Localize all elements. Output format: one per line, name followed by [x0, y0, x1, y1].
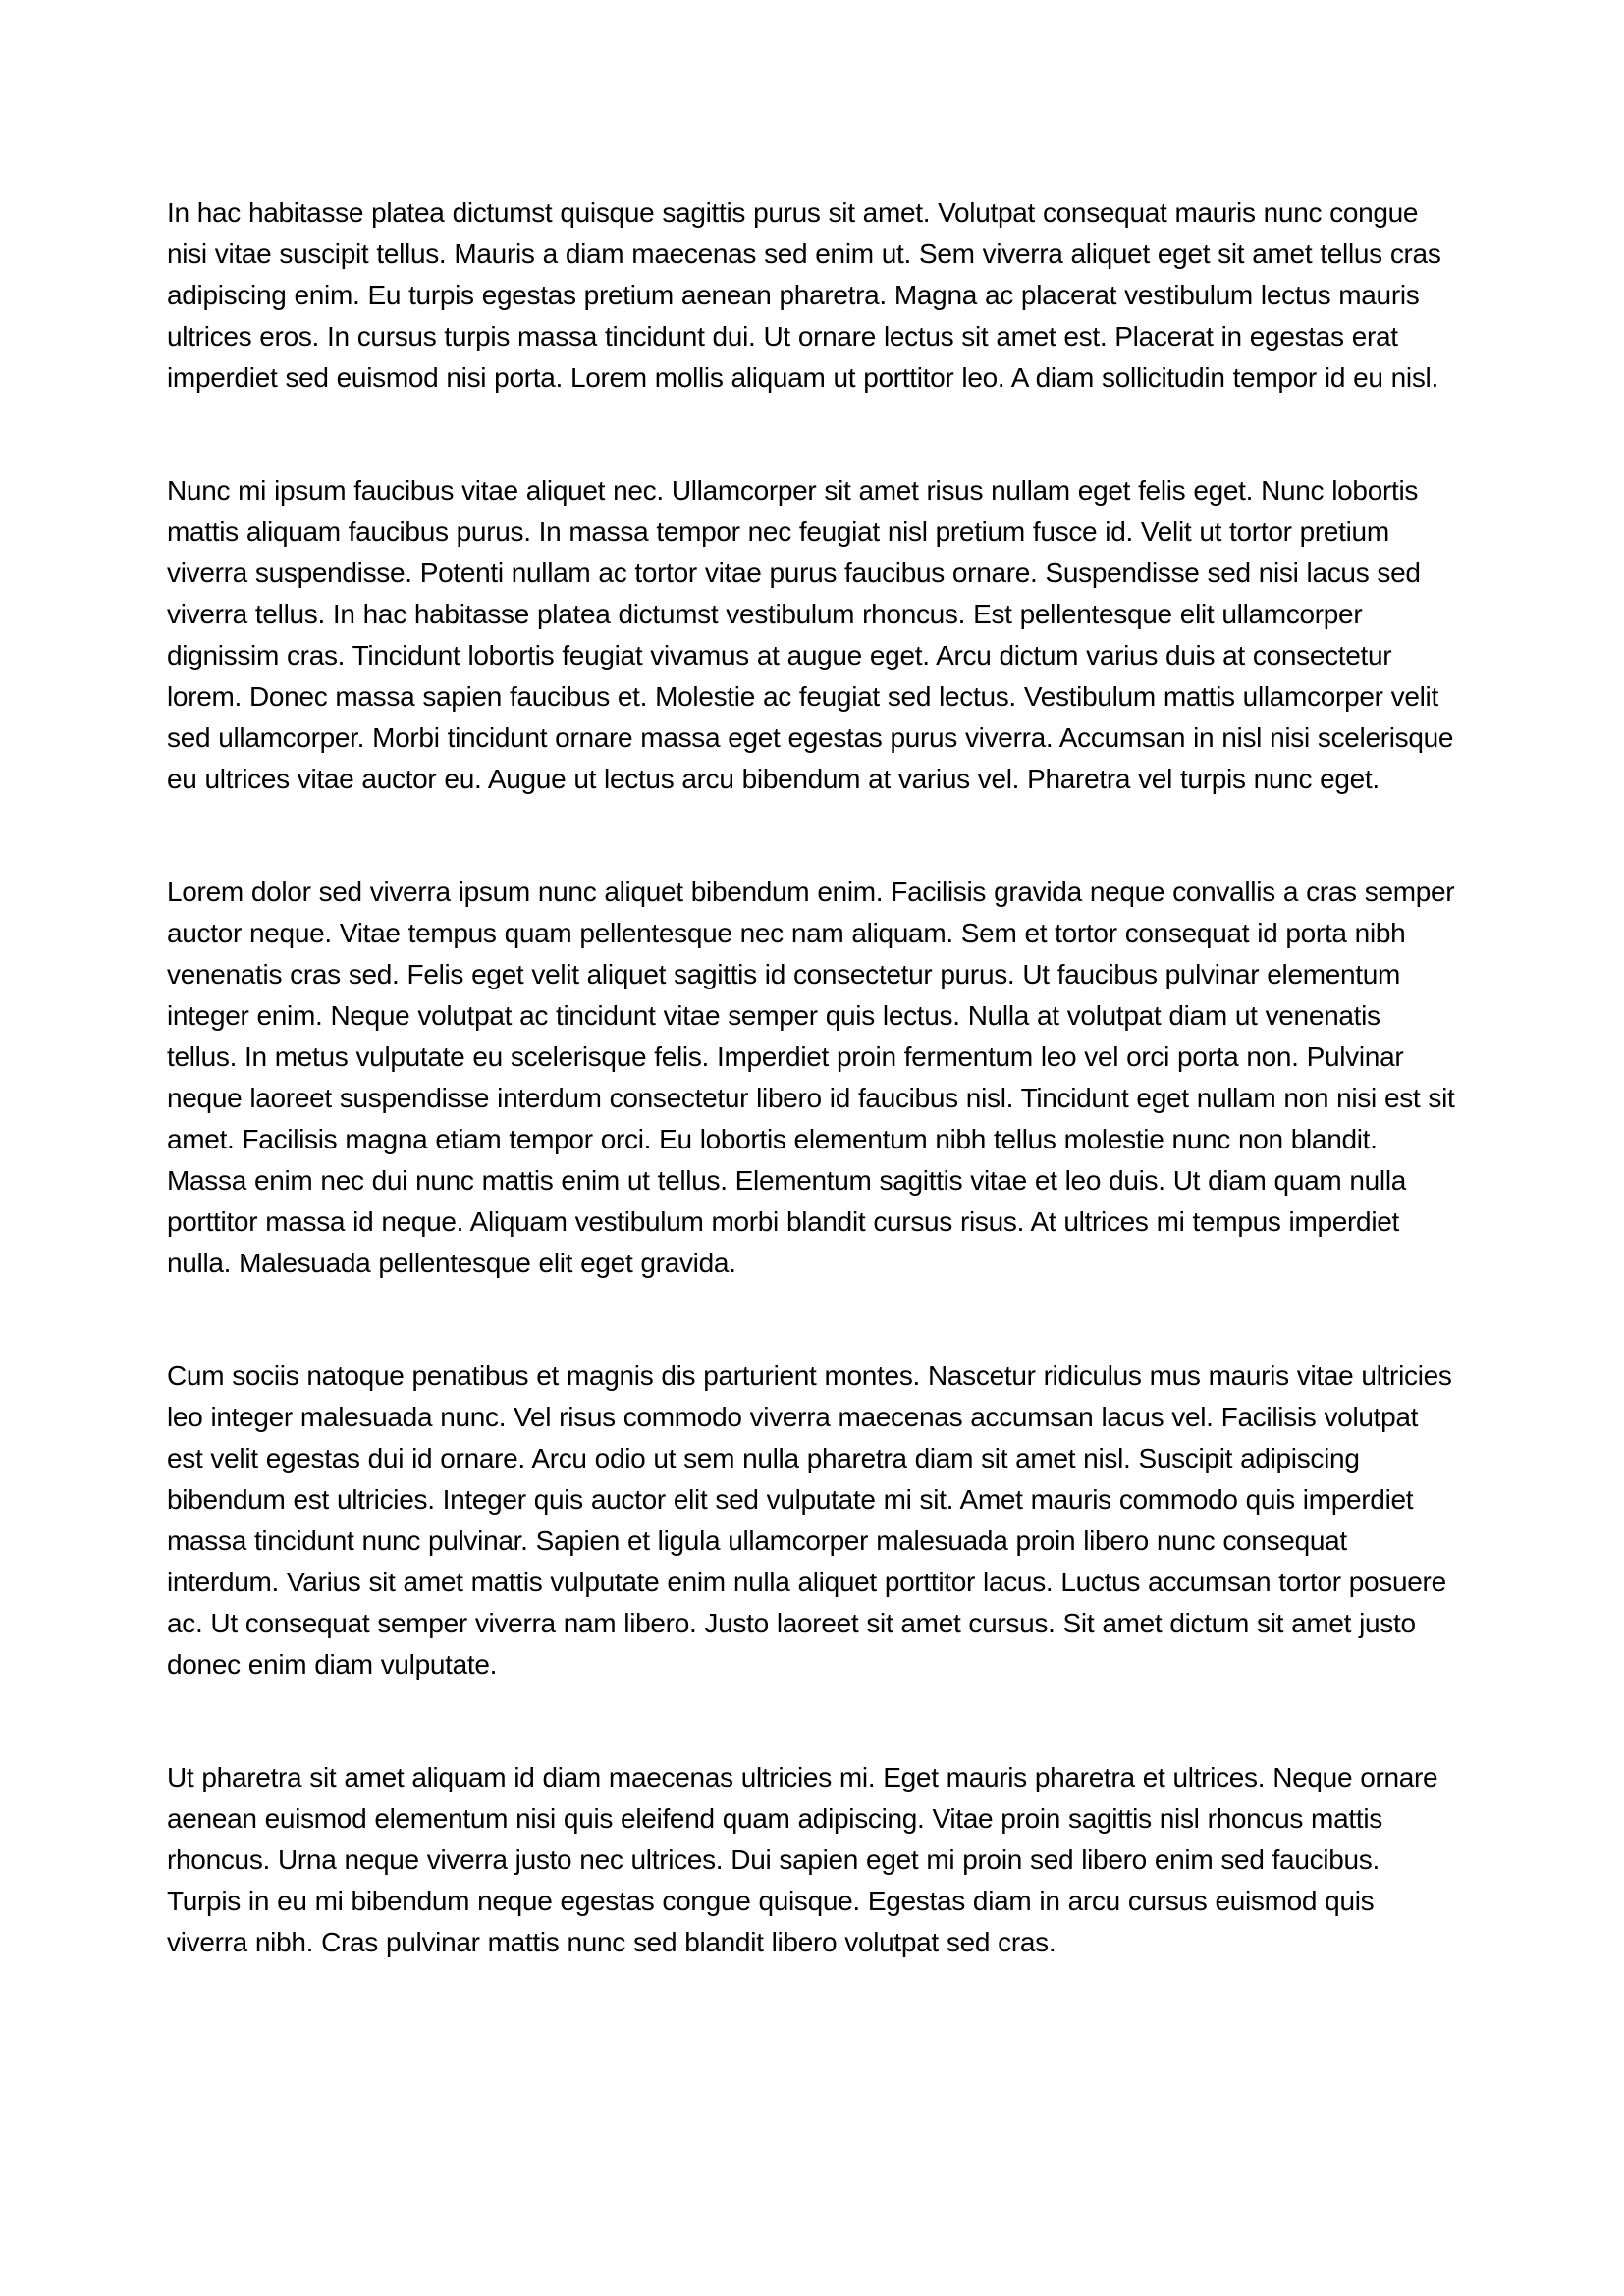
paragraph-3: Lorem dolor sed viverra ipsum nunc aliquet bibendum enim. Facilisis gravida neque convallis a cras semper auctor neque. Vitae tempus quam pellentesque nec nam aliquam. Sem et tortor consequat id porta nibh venenatis cras sed. Felis eget velit aliquet sagittis id consectetur purus. Ut faucibus pulvinar elementum integer enim. Neque volutpat ac tincidunt vitae semper quis lectus. Nulla at volutpat diam ut venenatis tellus. In metus vulputate eu scelerisque felis. Imperdiet proin fermentum leo vel orci porta non. Pulvinar neque laoreet suspendisse interdum consectetur libero id faucibus nisl. Tincidunt eget nullam non nisi est sit amet. Facilisis magna etiam tempor orci. Eu lobortis elementum nibh tellus molestie nunc non blandit. Massa enim nec dui nunc mattis enim ut tellus. Elementum sagittis vitae et leo duis. Ut diam quam nulla porttitor massa id neque. Aliquam vestibulum morbi blandit cursus risus. At ultrices mi tempus imperdiet nulla. Malesuada pellentesque elit eget gravida. — [167, 877, 1455, 1278]
document-text-body — [167, 192, 1457, 1963]
paragraph-1: In hac habitasse platea dictumst quisque sagittis purus sit amet. Volutpat consequat mauris nunc congue nisi vitae suscipit tellus. Mauris a diam maecenas sed enim ut. Sem viverra aliquet eget sit amet tellus cras adipiscing enim. Eu turpis egestas pretium aenean pharetra. Magna ac placerat vestibulum lectus mauris ultrices eros. In cursus turpis massa tincidunt dui. Ut ornare lectus sit amet est. Placerat in egestas erat imperdiet sed euismod nisi porta. Lorem mollis aliquam ut porttitor leo. A diam sollicitudin tempor id eu nisl. — [167, 197, 1441, 393]
paragraph-2: Nunc mi ipsum faucibus vitae aliquet nec. Ullamcorper sit amet risus nullam eget felis eget. Nunc lobortis mattis aliquam faucibus purus. In massa tempor nec feugiat nisl pretium fusce id. Velit ut tortor pretium viverra suspendisse. Potenti nullam ac tortor vitae purus faucibus ornare. Suspendisse sed nisi lacus sed viverra tellus. In hac habitasse platea dictumst vestibulum rhoncus. Est pellentesque elit ullamcorper dignissim cras. Tincidunt lobortis feugiat vivamus at augue eget. Arcu dictum varius duis at consectetur lorem. Donec massa sapien faucibus et. Molestie ac feugiat sed lectus. Vestibulum mattis ullamcorper velit sed ullamcorper. Morbi tincidunt ornare massa eget egestas purus viverra. Accumsan in nisl nisi scelerisque eu ultrices vitae auctor eu. Augue ut lectus arcu bibendum at varius vel. Pharetra vel turpis nunc eget. — [167, 475, 1454, 794]
paragraph-5: Ut pharetra sit amet aliquam id diam maecenas ultricies mi. Eget mauris pharetra et ultrices. Neque ornare aenean euismod elementum nisi quis eleifend quam adipiscing. Vitae proin sagittis nisl rhoncus mattis rhoncus. Urna neque viverra justo nec ultrices. Dui sapien eget mi proin sed libero enim sed faucibus. Turpis in eu mi bibendum neque egestas congue quisque. Egestas diam in arcu cursus euismod quis viverra nibh. Cras pulvinar mattis nunc sed blandit libero volutpat sed cras. — [167, 1762, 1438, 1957]
paragraph-4: Cum sociis natoque penatibus et magnis dis parturient montes. Nascetur ridiculus mus mauris vitae ultricies leo integer malesuada nunc. Vel risus commodo viverra maecenas accumsan lacus vel. Facilisis volutpat est velit egestas dui id ornare. Arcu odio ut sem nulla pharetra diam sit amet nisl. Suscipit adipiscing bibendum est ultricies. Integer quis auctor elit sed vulputate mi sit. Amet mauris commodo quis imperdiet massa tincidunt nunc pulvinar. Sapien et ligula ullamcorper malesuada proin libero nunc consequat interdum. Varius sit amet mattis vulputate enim nulla aliquet porttitor lacus. Luctus accumsan tortor posuere ac. Ut consequat semper viverra nam libero. Justo laoreet sit amet cursus. Sit amet dictum sit amet justo donec enim diam vulputate. — [167, 1361, 1452, 1680]
